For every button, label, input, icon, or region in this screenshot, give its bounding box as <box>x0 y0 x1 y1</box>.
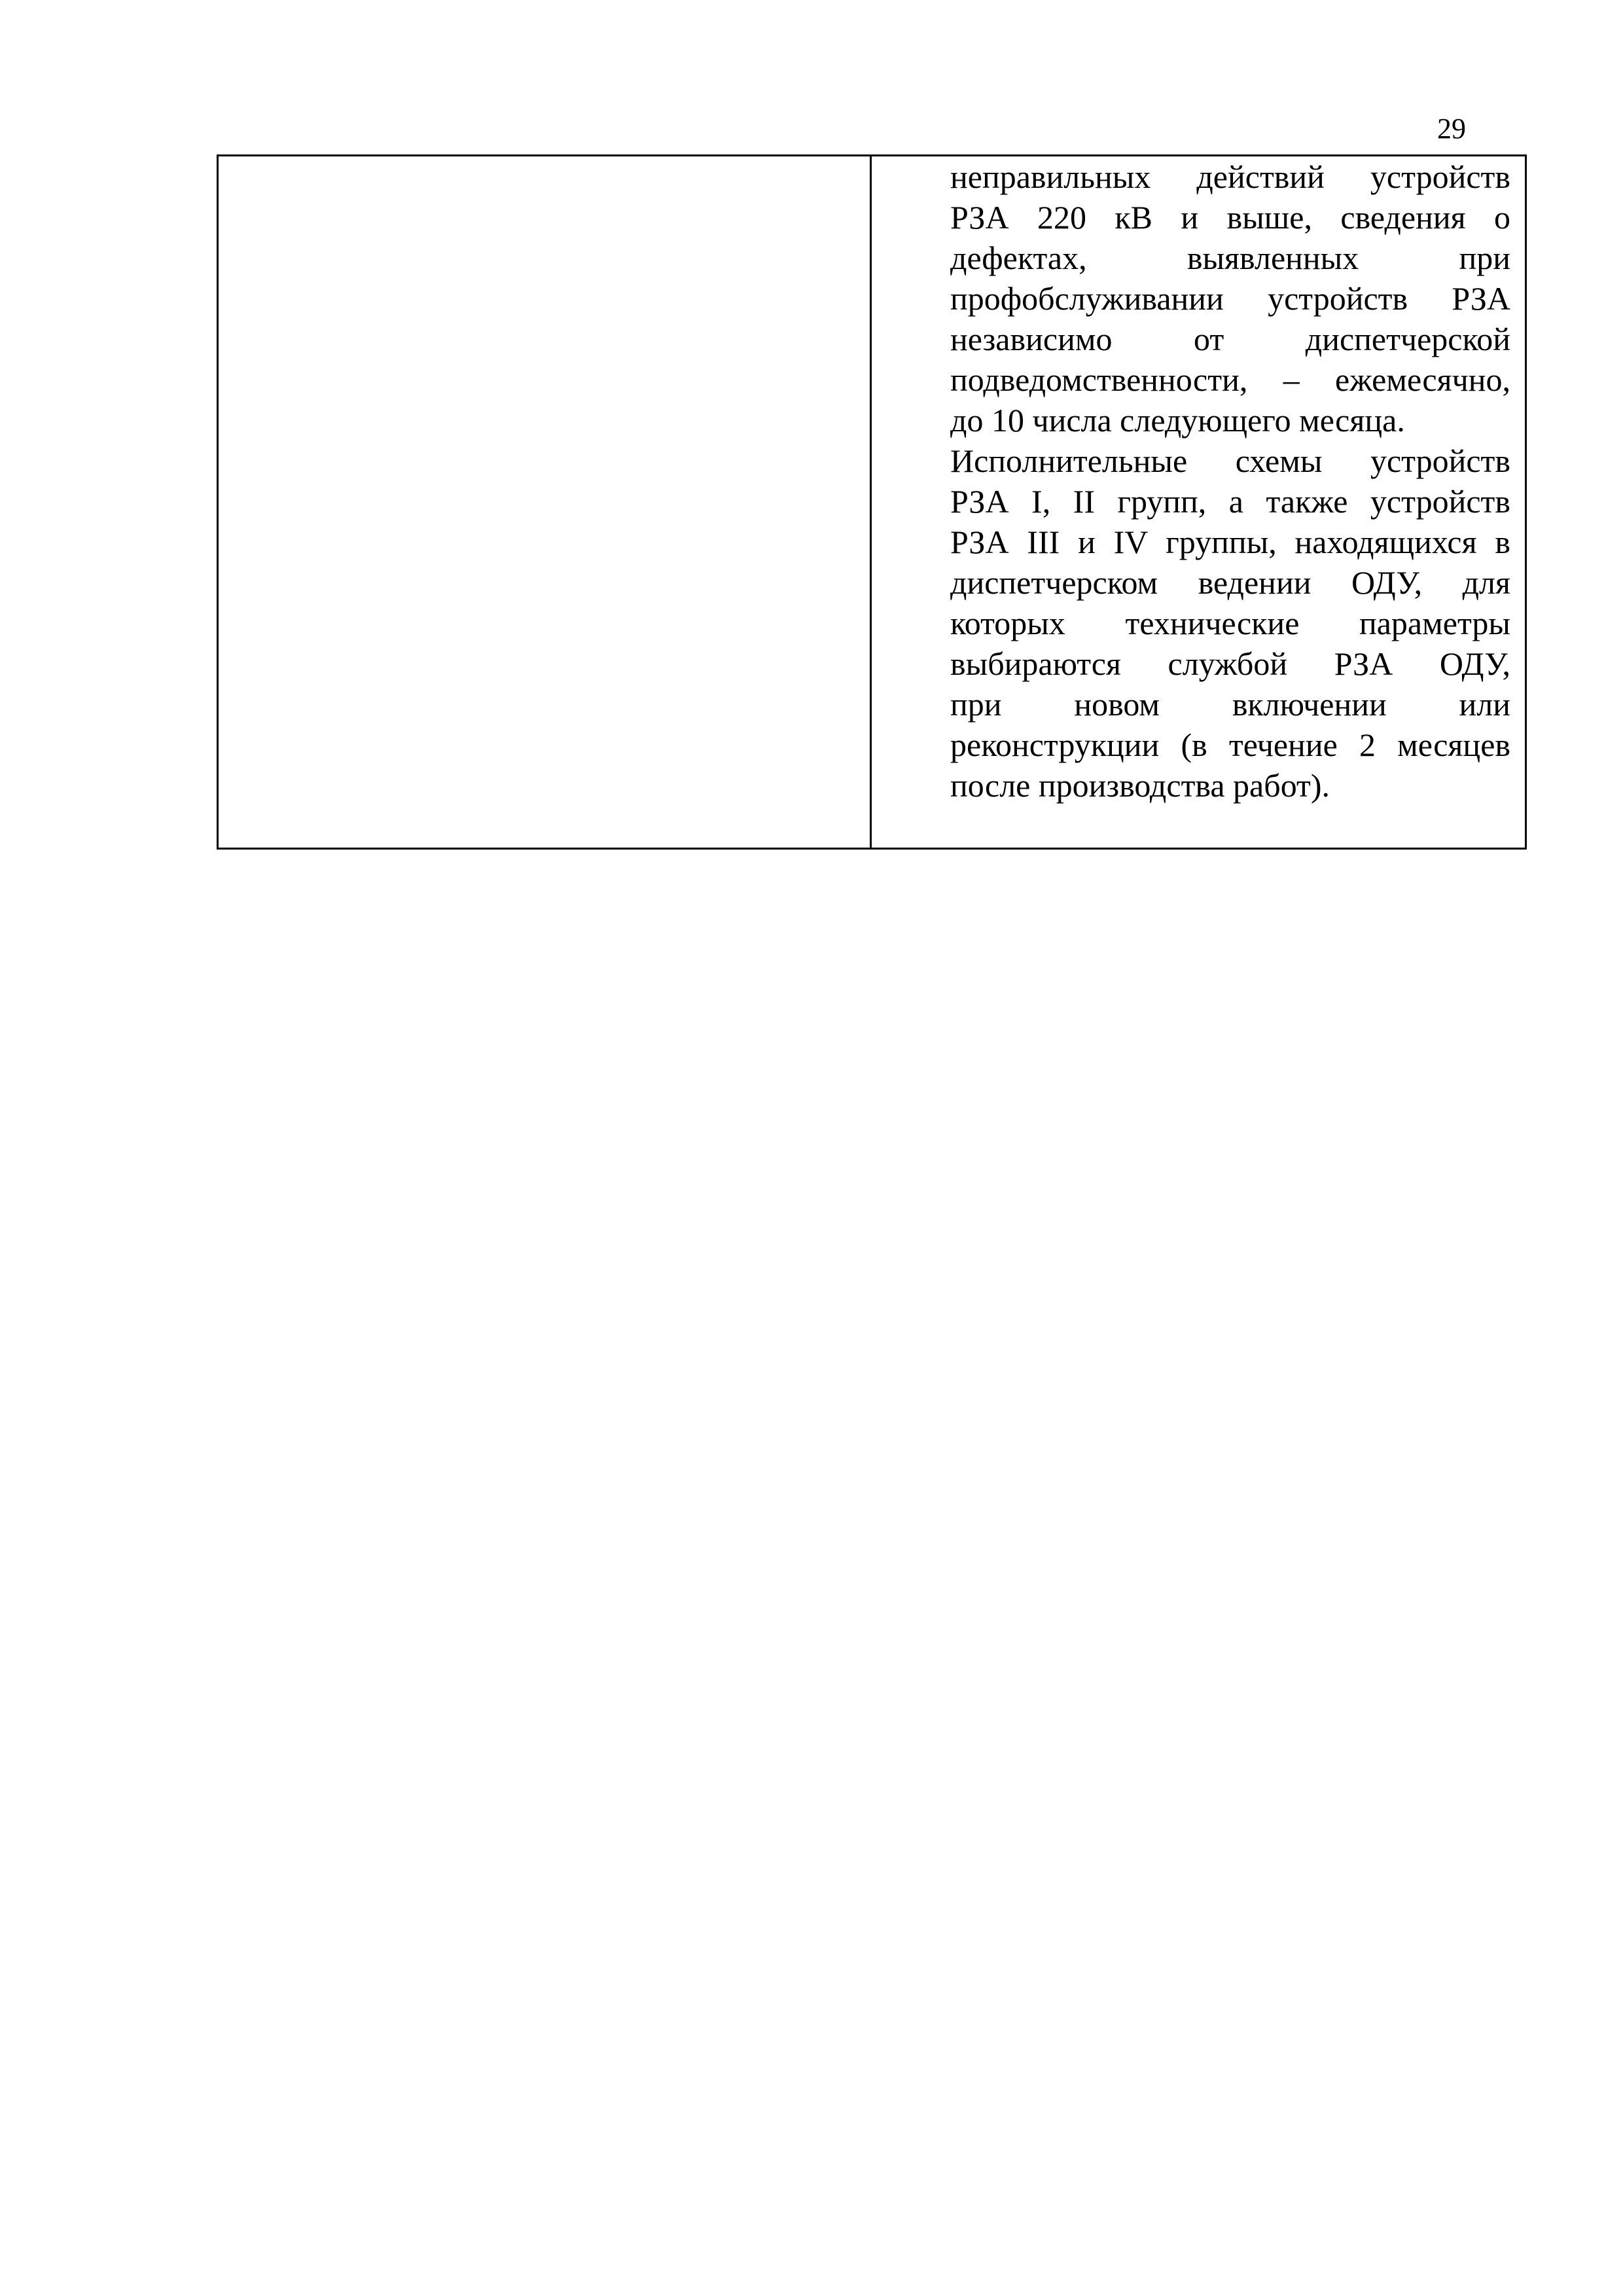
text-line: РЗА I, II групп, а также устройств <box>950 483 1510 520</box>
text-line: РЗА III и IV группы, находящихся в <box>950 524 1510 560</box>
text-line: до 10 числа следующего месяца. <box>950 402 1405 439</box>
paragraph-reporting <box>950 156 1510 440</box>
text-line: при новом включении или <box>950 686 1510 723</box>
text-line: после производства работ). <box>950 767 1330 804</box>
text-line: выбираются службой РЗА ОДУ, <box>950 645 1510 682</box>
text-line: подведомственности, – ежемесячно, <box>950 361 1510 398</box>
text-line: независимо от диспетчерской <box>950 321 1510 357</box>
table-cell-right <box>872 156 1525 848</box>
text-line: Исполнительные схемы устройств <box>950 442 1510 479</box>
text-line: профобслуживании устройств РЗА <box>950 280 1510 317</box>
text-line: которых технические параметры <box>950 605 1510 641</box>
text-line: РЗА 220 кВ и выше, сведения о <box>950 199 1510 236</box>
text-line: неправильных действий устройств <box>950 158 1510 195</box>
document-table <box>217 154 1527 850</box>
paragraph-schemes <box>950 440 1510 806</box>
table-cell-left <box>219 156 872 848</box>
page-number: 29 <box>1437 113 1466 145</box>
text-line: дефектах, выявленных при <box>950 240 1510 276</box>
text-line: диспетчерском ведении ОДУ, для <box>950 564 1510 601</box>
text-line: реконструкции (в течение 2 месяцев <box>950 726 1510 763</box>
